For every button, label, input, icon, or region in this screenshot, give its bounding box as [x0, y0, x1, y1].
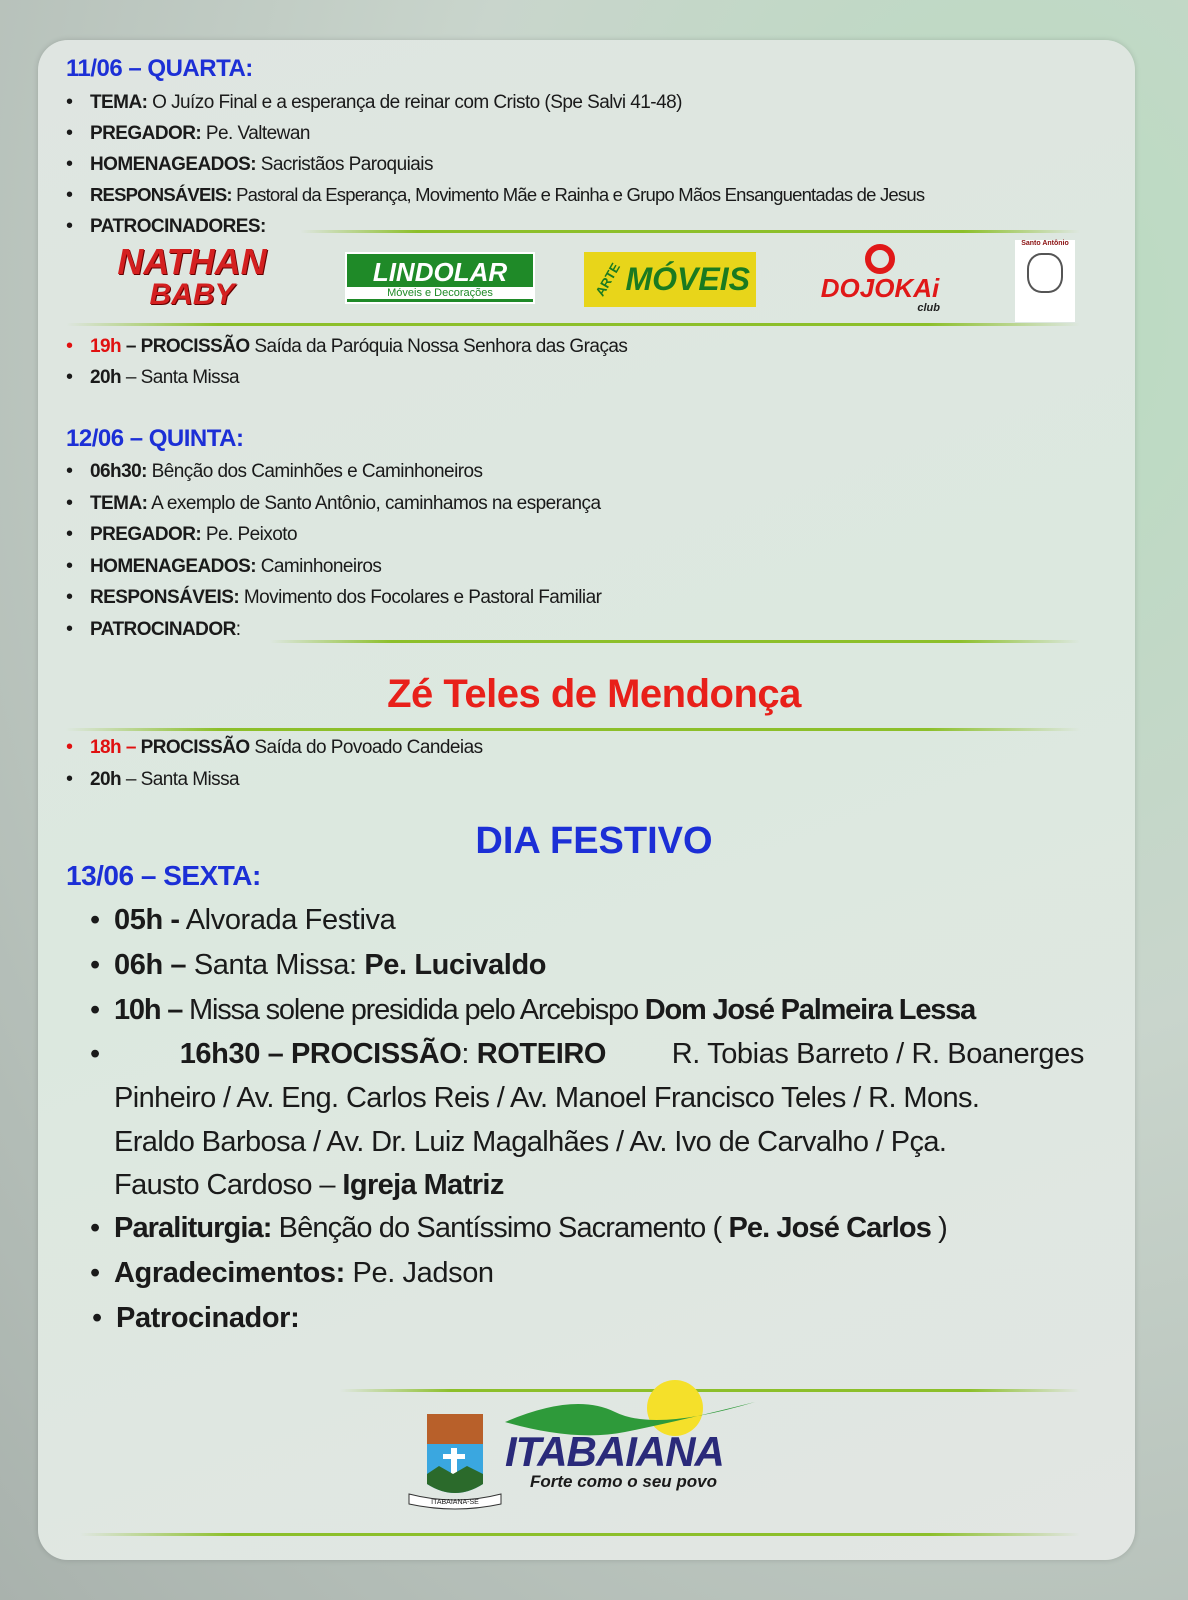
- city-name: ITABAIANA: [505, 1428, 724, 1475]
- day2-theme: • TEMA: A exemplo de Santo Antônio, caminhamos na esperança: [66, 492, 600, 515]
- day3-mass: • 06h – Santa Missa: Pe. Lucivaldo: [90, 949, 546, 982]
- day2-sponsor-label: • PATROCINADOR:: [66, 618, 240, 641]
- day1-header: 11/06 – QUARTA:: [66, 55, 253, 82]
- saint-image-icon: [1027, 253, 1063, 293]
- day2-blessing: • 06h30: Bênção dos Caminhões e Caminhoneiros: [66, 460, 482, 483]
- divider: [270, 640, 1080, 643]
- santo-antonio-logo: Santo Antônio: [1015, 240, 1075, 322]
- day2-mass: • 20h – Santa Missa: [66, 768, 239, 791]
- nathan-baby-logo: NATHAN BABY: [117, 241, 267, 311]
- day2-preacher: • PREGADOR: Pe. Peixoto: [66, 523, 297, 546]
- dojokai-logo: DOJOKAi club: [790, 240, 970, 318]
- city-slogan: Forte como o seu povo: [530, 1472, 718, 1491]
- svg-text:ITABAIANA-SE: ITABAIANA-SE: [431, 1499, 479, 1506]
- day1-theme: • TEMA: O Juízo Final e a esperança de reinar com Cristo (Spe Salvi 41-48): [66, 91, 682, 114]
- city-coat-of-arms-icon: [405, 1412, 505, 1512]
- lindolar-logo: LINDOLAR Móveis e Decorações: [345, 252, 535, 304]
- day2-procession: • 18h – PROCISSÃO Saída do Povoado Candeias: [66, 736, 483, 759]
- route-line: Eraldo Barbosa / Av. Dr. Luiz Magalhães / Av. Ivo de Carvalho / Pça.: [114, 1126, 947, 1158]
- day1-procession: • 19h – PROCISSÃO Saída da Paróquia Nossa Senhora das Graças: [66, 335, 627, 358]
- day3-header: 13/06 – SEXTA:: [66, 860, 261, 891]
- divider: [66, 728, 1080, 731]
- day3-sponsor-label: • Patrocinador:: [92, 1302, 299, 1335]
- divider: [66, 323, 1080, 326]
- divider: [300, 230, 1080, 233]
- day1-sponsors-label: • PATROCINADORES:: [66, 215, 266, 238]
- day1-responsible: • RESPONSÁVEIS: Pastoral da Esperança, Movimento Mãe e Rainha e Grupo Mãos Ensanguentadas de Jesus: [66, 184, 924, 207]
- day2-sponsor-name: Zé Teles de Mendonça: [387, 672, 801, 716]
- day2-header: 12/06 – QUINTA:: [66, 425, 244, 452]
- day1-preacher: • PREGADOR: Pe. Valtewan: [66, 122, 310, 145]
- day3-procession: • 16h30 – PROCISSÃO: ROTEIRO R. Tobias Barreto / R. Boanerges: [90, 1038, 1084, 1071]
- day2-honorees: • HOMENAGEADOS: Caminhoneiros: [66, 555, 381, 578]
- day3-dawn: • 05h - Alvorada Festiva: [90, 904, 395, 937]
- day1-mass: • 20h – Santa Missa: [66, 366, 239, 389]
- day3-paraliturgy: • Paraliturgia: Bênção do Santíssimo Sacramento ( Pe. José Carlos ): [90, 1212, 947, 1245]
- route-line: Fausto Cardoso – Igreja Matriz: [114, 1169, 504, 1201]
- dojokai-emblem-icon: [865, 244, 895, 274]
- route-line: Pinheiro / Av. Eng. Carlos Reis / Av. Manoel Francisco Teles / R. Mons.: [114, 1082, 980, 1114]
- day1-honorees: • HOMENAGEADOS: Sacristãos Paroquiais: [66, 153, 433, 176]
- arte-moveis-logo: ARTE MÓVEIS: [584, 252, 756, 307]
- day3-thanks: • Agradecimentos: Pe. Jadson: [90, 1257, 494, 1290]
- day2-responsible: • RESPONSÁVEIS: Movimento dos Focolares e Pastoral Familiar: [66, 586, 601, 609]
- divider: [80, 1533, 1080, 1536]
- day3-solemn-mass: • 10h – Missa solene presidida pelo Arcebispo Dom José Palmeira Lessa: [90, 994, 975, 1027]
- festive-day-title: DIA FESTIVO: [475, 820, 713, 862]
